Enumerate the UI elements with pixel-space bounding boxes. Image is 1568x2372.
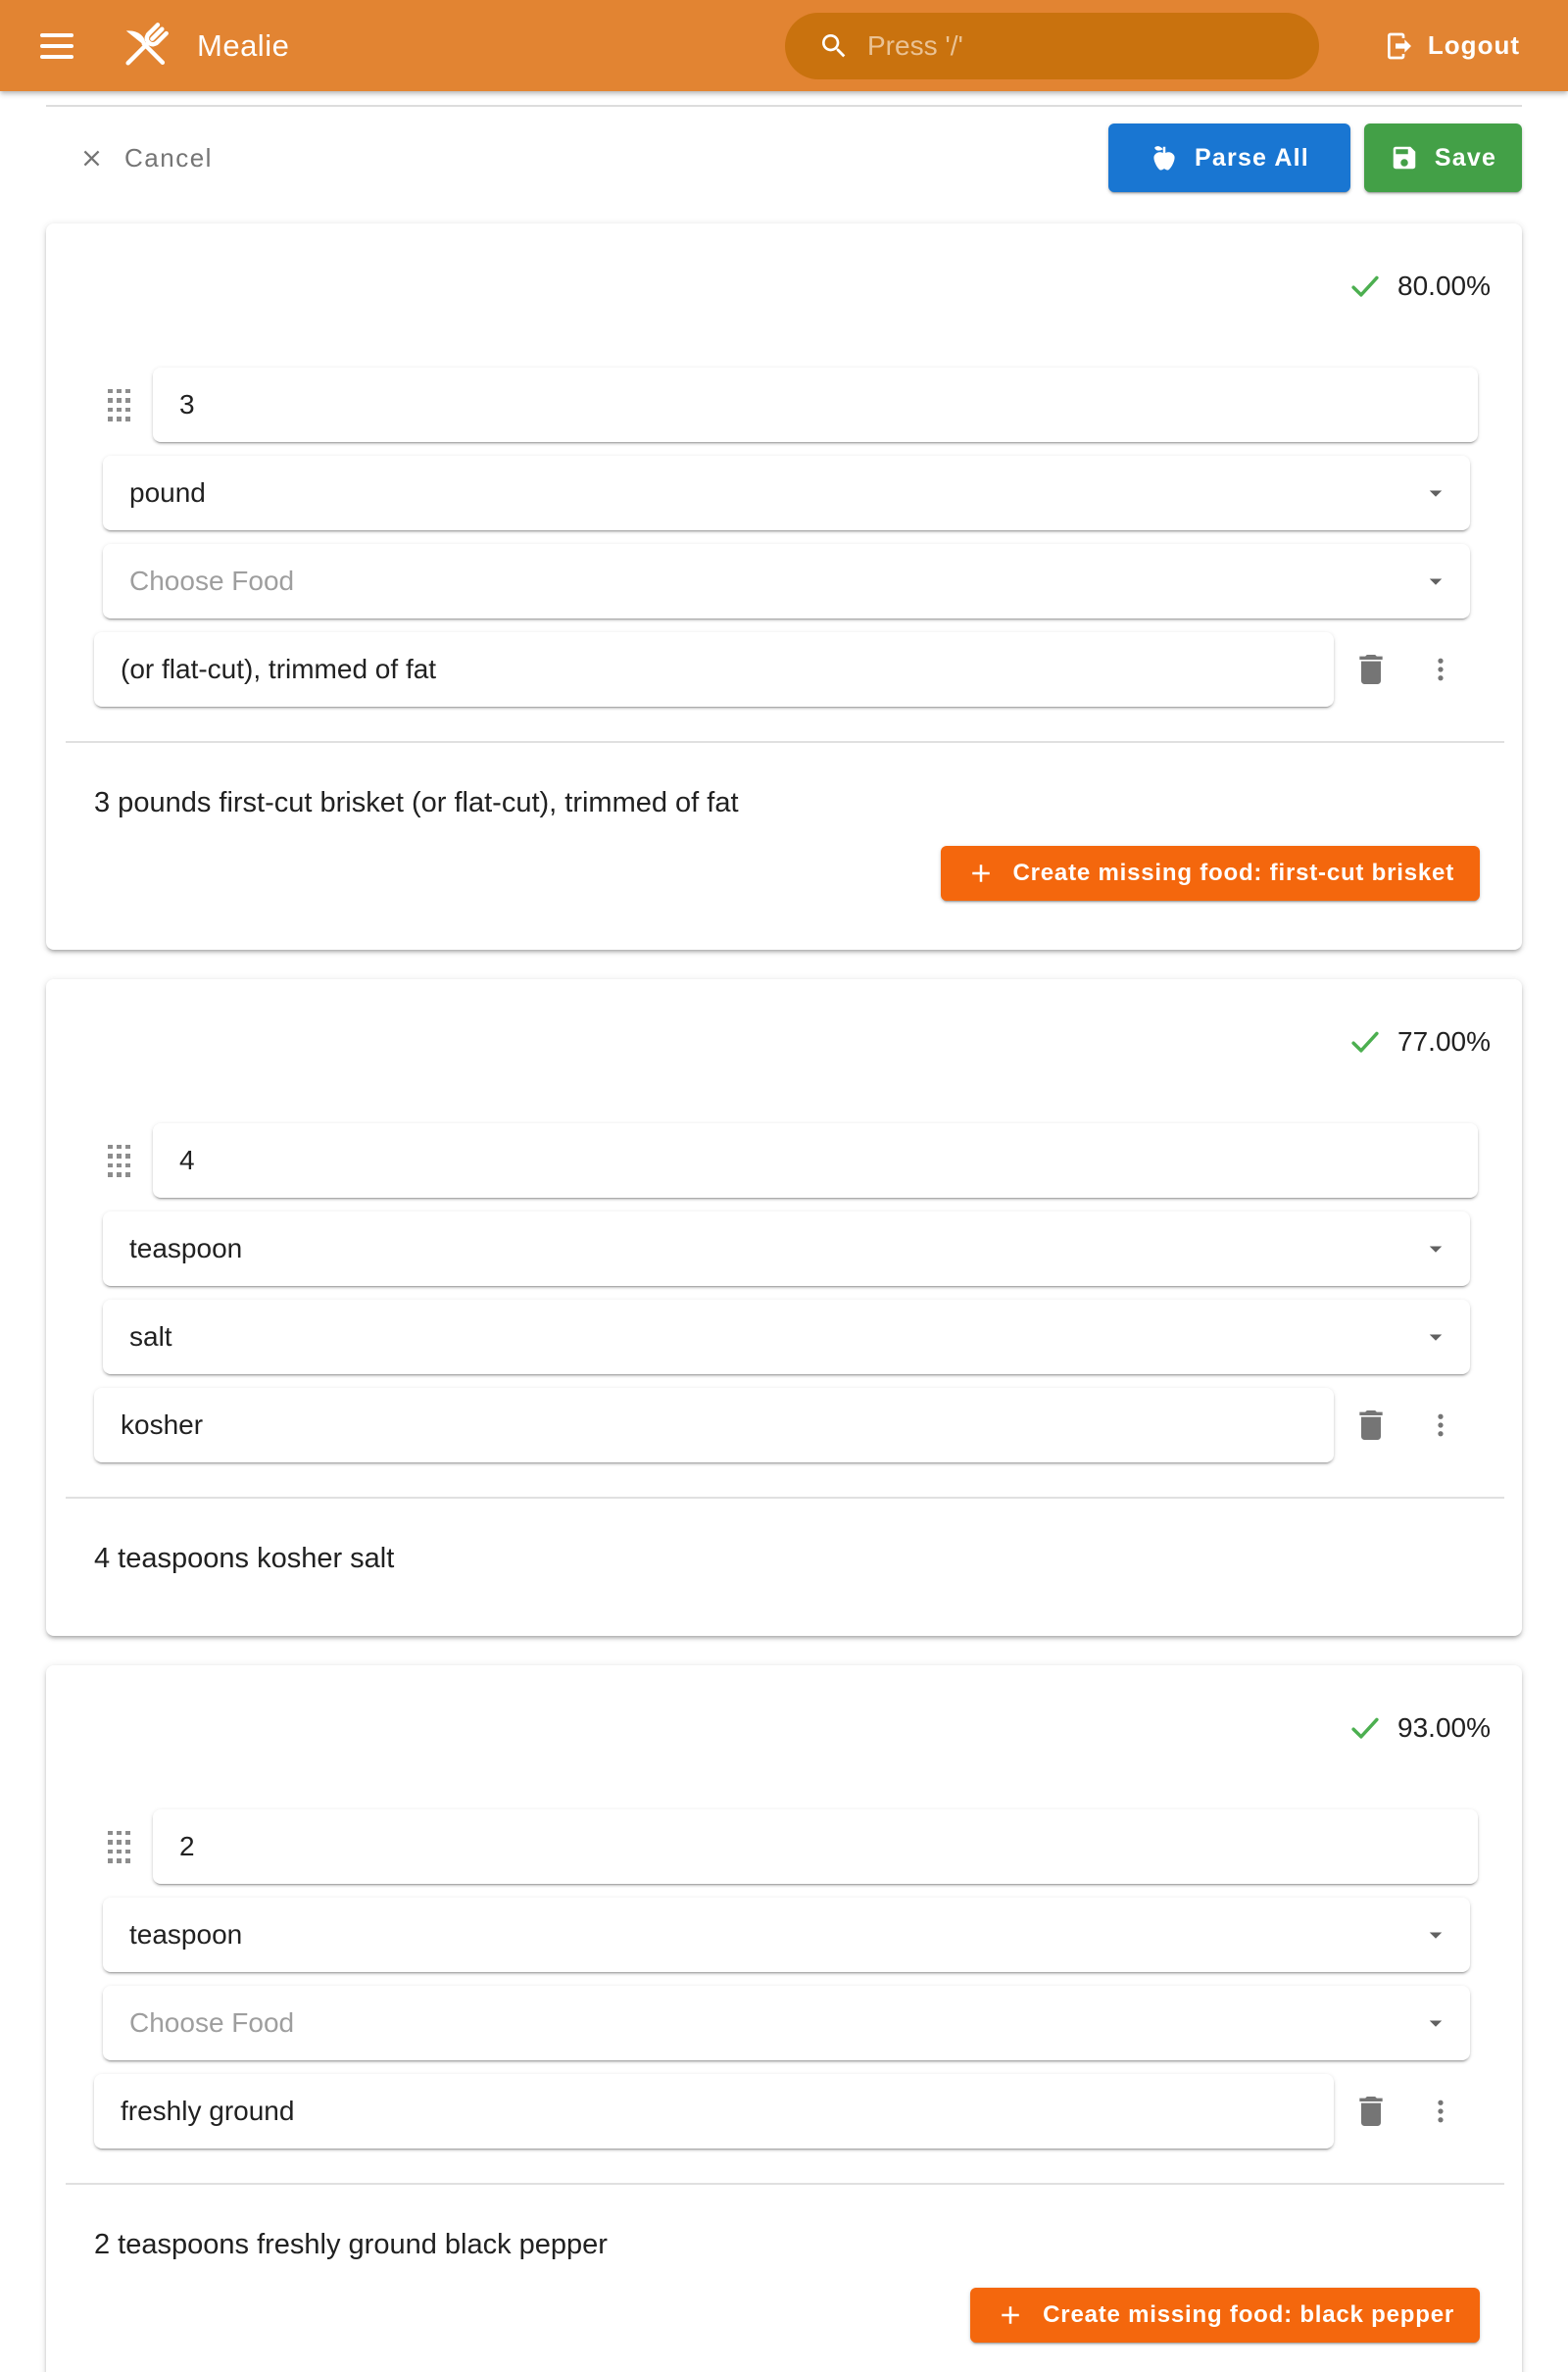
app-bar <box>0 0 1568 91</box>
ingredient-card <box>46 223 1522 950</box>
trash-icon <box>1351 650 1391 689</box>
caret-down-icon <box>1421 1322 1450 1352</box>
save-icon <box>1390 143 1419 173</box>
plus-icon <box>966 859 996 888</box>
quantity-input[interactable] <box>153 1809 1478 1884</box>
confidence-value: 77.00% <box>1397 1026 1491 1057</box>
search-icon <box>818 30 850 62</box>
parse-all-button[interactable] <box>1108 124 1350 192</box>
delete-ingredient-button[interactable] <box>1351 650 1391 689</box>
delete-ingredient-button[interactable] <box>1351 2092 1391 2131</box>
check-icon <box>1347 268 1384 305</box>
confidence-row <box>46 979 1522 1062</box>
mealie-logo[interactable] <box>115 16 175 76</box>
app-title: Mealie <box>197 27 290 63</box>
caret-down-icon <box>1421 2008 1450 2038</box>
more-options-button[interactable] <box>1426 1404 1455 1447</box>
drag-handle-icon[interactable] <box>106 1142 132 1179</box>
more-options-button[interactable] <box>1426 2090 1455 2133</box>
delete-ingredient-button[interactable] <box>1351 1406 1391 1445</box>
kebab-menu-icon <box>1426 1404 1455 1447</box>
close-icon <box>78 145 105 172</box>
note-input[interactable] <box>94 2074 1334 2149</box>
ingredient-card <box>46 979 1522 1636</box>
original-ingredient-text: 4 teaspoons kosher salt <box>94 1543 395 1574</box>
cancel-label: Cancel <box>124 142 213 173</box>
divider <box>66 2183 1504 2185</box>
food-select[interactable] <box>103 1300 1470 1374</box>
food-placeholder: Choose Food <box>129 2007 295 2038</box>
unit-select[interactable] <box>103 456 1470 530</box>
original-ingredient-text: 2 teaspoons freshly ground black pepper <box>94 2229 608 2260</box>
search-input[interactable] <box>867 30 1279 62</box>
menu-icon[interactable] <box>40 33 74 59</box>
unit-value: teaspoon <box>129 1919 243 1950</box>
caret-down-icon <box>1421 1234 1450 1263</box>
parse-all-label: Parse All <box>1195 143 1309 172</box>
check-icon <box>1347 1023 1384 1061</box>
unit-select[interactable] <box>103 1898 1470 1972</box>
drag-handle-icon[interactable] <box>106 1828 132 1865</box>
kebab-menu-icon <box>1426 648 1455 691</box>
food-value: salt <box>129 1321 172 1352</box>
more-options-button[interactable] <box>1426 648 1455 691</box>
logout-icon <box>1384 30 1415 62</box>
food-select[interactable] <box>103 1986 1470 2060</box>
create-missing-food-label: Create missing food: first-cut brisket <box>1012 860 1454 886</box>
unit-select[interactable] <box>103 1211 1470 1286</box>
trash-icon <box>1351 2092 1391 2131</box>
confidence-row <box>46 223 1522 306</box>
quantity-input[interactable] <box>153 368 1478 442</box>
food-placeholder: Choose Food <box>129 566 295 596</box>
cancel-button[interactable] <box>78 143 213 173</box>
ingredient-card <box>46 1665 1522 2372</box>
parser-toolbar <box>46 124 1522 192</box>
unit-value: pound <box>129 477 206 508</box>
divider <box>66 1497 1504 1499</box>
drag-handle-icon[interactable] <box>106 386 132 423</box>
apple-icon <box>1150 143 1179 173</box>
create-missing-food-button[interactable] <box>970 2288 1480 2343</box>
note-input[interactable] <box>94 632 1334 707</box>
create-missing-food-label: Create missing food: black pepper <box>1043 2301 1454 2328</box>
search-bar[interactable] <box>785 13 1319 79</box>
plus-icon <box>996 2300 1025 2330</box>
save-label: Save <box>1434 143 1497 172</box>
caret-down-icon <box>1421 567 1450 596</box>
logout-label: Logout <box>1427 30 1520 60</box>
check-icon <box>1347 1709 1384 1747</box>
create-missing-food-button[interactable] <box>941 846 1480 901</box>
trash-icon <box>1351 1406 1391 1445</box>
confidence-value: 80.00% <box>1397 271 1491 301</box>
food-select[interactable] <box>103 544 1470 618</box>
confidence-row <box>46 1665 1522 1748</box>
kebab-menu-icon <box>1426 2090 1455 2133</box>
save-button[interactable] <box>1364 124 1522 192</box>
caret-down-icon <box>1421 478 1450 508</box>
fork-icon <box>115 16 175 76</box>
caret-down-icon <box>1421 1920 1450 1950</box>
divider <box>66 741 1504 743</box>
quantity-input[interactable] <box>153 1123 1478 1198</box>
confidence-value: 93.00% <box>1397 1712 1491 1743</box>
divider <box>46 105 1522 107</box>
unit-value: teaspoon <box>129 1233 243 1263</box>
original-ingredient-text: 3 pounds first-cut brisket (or flat-cut), trimmed of fat <box>94 787 739 818</box>
logout-button[interactable] <box>1384 0 1520 91</box>
note-input[interactable] <box>94 1388 1334 1462</box>
